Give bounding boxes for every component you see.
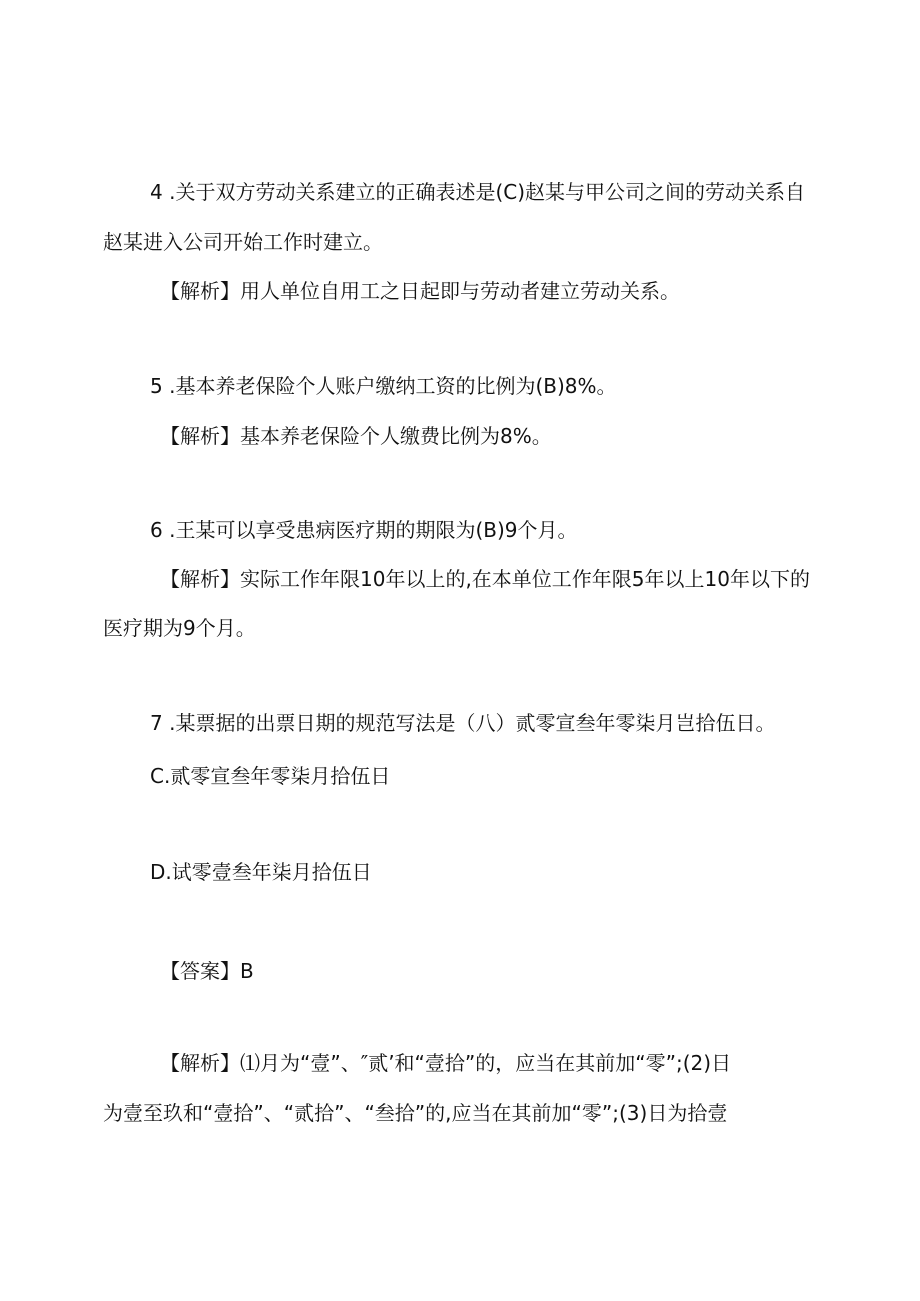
q5-text: 5 .基本养老保险个人账户缴纳工资的比例为(B)8%。: [150, 374, 617, 398]
q7-analysis-line2: 为壹至玖和“壹拾”、“贰拾”、“叁拾”的,应当在其前加“零”;(3)日为拾壹: [103, 1101, 728, 1125]
q6-analysis-line2: 医疗期为9个月。: [103, 616, 256, 640]
q4-analysis: 【解析】用人单位自用工之日起即与劳动者建立劳动关系。: [160, 279, 680, 303]
q7-option-c: C.贰零宣叁年零柒月拾伍日: [150, 764, 391, 788]
q4-text-line1: 4 .关于双方劳动关系建立的正确表述是(C)赵某与甲公司之间的劳动关系自: [150, 180, 806, 204]
q7-text: 7 .某票据的出票日期的规范写法是（八）贰零宣叁年零柒月岂拾伍日。: [150, 711, 776, 735]
q7-option-d: D.试零壹叁年柒月拾伍日: [150, 860, 372, 884]
q6-text: 6 .王某可以享受患病医疗期的期限为(B)9个月。: [150, 518, 578, 542]
q4-text-line2: 赵某进入公司开始工作时建立。: [103, 230, 383, 254]
q7-analysis-line1: 【解析】⑴月为“壹”、″贰’和“壹拾”的，应当在其前加“零”;(2)日: [160, 1051, 732, 1075]
q7-answer: 【答案】B: [160, 959, 254, 983]
q6-analysis-line1: 【解析】实际工作年限10年以上的,在本单位工作年限5年以上10年以下的: [160, 567, 810, 591]
q5-analysis: 【解析】基本养老保险个人缴费比例为8%。: [160, 424, 552, 448]
